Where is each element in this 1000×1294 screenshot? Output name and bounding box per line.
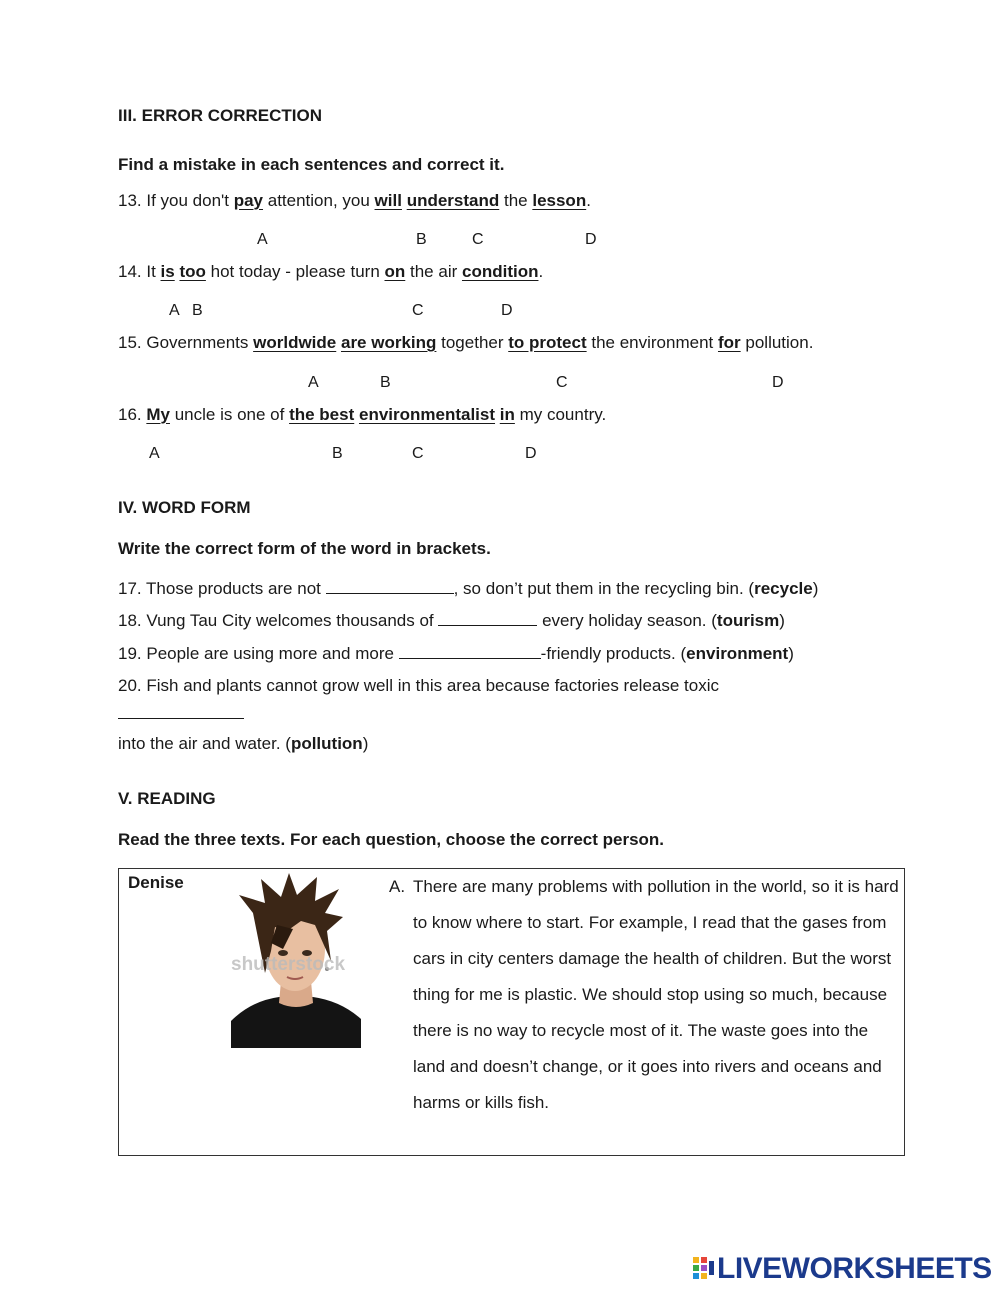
question-15 (118, 333, 813, 353)
person-photo (231, 873, 361, 1048)
liveworksheets-logo-text: LIVEWORKSHEETS (717, 1252, 992, 1285)
reading-table (118, 868, 905, 1156)
q19-answer-blank[interactable] (399, 644, 541, 659)
q20-answer-blank[interactable] (118, 704, 244, 719)
q16-option-b[interactable]: the best (289, 405, 355, 424)
q18-text: ) (779, 611, 785, 630)
q13-letter-c: C (472, 231, 484, 248)
q17-answer-blank[interactable] (326, 579, 454, 594)
question-18 (118, 611, 785, 631)
q16-text: uncle is one of (169, 405, 290, 424)
q18-answer-blank[interactable] (438, 611, 537, 626)
q17-root-word: recycle (754, 579, 813, 598)
q13-text: . (586, 191, 591, 210)
q14-text: hot today - please turn (205, 262, 385, 281)
q13-text: the (499, 191, 533, 210)
section-title-reading: V. READING (118, 789, 216, 808)
person-name: Denise (128, 873, 184, 892)
q14-text: . (538, 262, 544, 281)
q15-option-d[interactable]: for (717, 333, 741, 352)
q13-letter-a: A (257, 231, 268, 248)
q18-text: every holiday season. ( (537, 611, 717, 630)
q13-option-a[interactable]: pay (233, 191, 264, 210)
q15-letter-c: C (556, 374, 568, 391)
section-title-word-form: IV. WORD FORM (118, 498, 251, 517)
q20-root-word: pollution (290, 734, 363, 753)
question-17 (118, 579, 818, 599)
q20-text: ) (362, 734, 369, 753)
q13-letter-b: B (416, 231, 427, 248)
q16-text: my country. (514, 405, 607, 424)
question-14 (118, 262, 543, 282)
q16-option-c[interactable]: environmentalist (358, 405, 496, 424)
q14-letter-a: A (169, 302, 180, 319)
q16-letter-b: B (332, 445, 343, 462)
question-16 (118, 405, 606, 425)
q14-option-b[interactable]: too (179, 262, 206, 281)
q14-letter-b: B (192, 302, 203, 319)
watermark: shutterstock (231, 954, 346, 975)
q19-text: ) (788, 644, 794, 663)
question-19 (118, 644, 794, 664)
q15-text: 15. Governments (118, 333, 254, 352)
q19-text: -friendly products. ( (540, 644, 687, 663)
q19-root-word: environment (686, 644, 789, 663)
q15-letter-b: B (380, 374, 391, 391)
liveworksheets-logo-icon (693, 1257, 715, 1281)
q14-letter-c: C (412, 302, 424, 319)
q17-text: 17. Those products are not (118, 579, 326, 598)
error-correction-instruction: Find a mistake in each sentences and correct it. (118, 155, 505, 174)
q16-option-a[interactable]: My (146, 405, 170, 424)
reading-option-a (389, 869, 899, 1121)
q15-letter-d: D (772, 374, 784, 391)
q17-text: , so don’t put them in the recycling bin. ( (453, 579, 755, 598)
q19-text: 19. People are using more and more (118, 644, 399, 663)
question-20-continued (118, 734, 368, 754)
q15-text: the environment (586, 333, 718, 352)
section-title-error-correction: III. ERROR CORRECTION (118, 106, 323, 125)
q17-text: ) (812, 579, 819, 598)
q14-option-c[interactable]: on (384, 262, 406, 281)
q20-text: into the air and water. ( (118, 734, 291, 753)
q18-text: 18. Vung Tau City welcomes thousands of (118, 611, 439, 630)
q14-option-a[interactable]: is (160, 262, 175, 281)
q13-option-d[interactable]: lesson (532, 191, 587, 210)
option-a-text: There are many problems with pollution in the world, so it is hard to know where to start. For example, I read that the gases from cars in city centers damage the health of children. But the worst thing for me is plastic. We should stop using so much, because there is no way to recycle most of it. The waste goes into the land and doesn’t change, or it goes into rivers and oceans and harms or kills fish. (413, 877, 899, 1112)
q13-text: 13. If you don't (118, 191, 234, 210)
question-20 (118, 676, 719, 696)
q15-option-b[interactable]: are working (340, 333, 437, 352)
q16-text: 16. (118, 405, 147, 424)
q15-text: pollution. (740, 333, 814, 352)
q15-option-c[interactable]: to protect (508, 333, 587, 352)
q15-option-a[interactable]: worldwide (253, 333, 337, 352)
question-13 (118, 191, 591, 211)
q14-text: 14. It (118, 262, 161, 281)
q13-option-b[interactable]: will (374, 191, 402, 210)
option-a-mark: A. (389, 877, 406, 896)
q20-text: 20. Fish and plants cannot grow well in this area because factories release toxic (118, 676, 719, 695)
q15-text: together (436, 333, 509, 352)
q16-option-d[interactable]: in (499, 405, 515, 424)
q14-option-d[interactable]: condition (461, 262, 539, 281)
q13-option-c[interactable]: understand (406, 191, 500, 210)
word-form-instruction: Write the correct form of the word in brackets. (118, 539, 491, 558)
q14-text: the air (405, 262, 462, 281)
q18-root-word: tourism (716, 611, 780, 630)
q13-letter-d: D (585, 231, 597, 248)
q15-letter-a: A (308, 374, 319, 391)
q16-letter-c: C (412, 445, 424, 462)
reading-instruction: Read the three texts. For each question, choose the correct person. (118, 830, 665, 849)
q16-letter-a: A (149, 445, 160, 462)
q13-text: attention, you (263, 191, 375, 210)
q14-letter-d: D (501, 302, 513, 319)
q16-letter-d: D (525, 445, 537, 462)
